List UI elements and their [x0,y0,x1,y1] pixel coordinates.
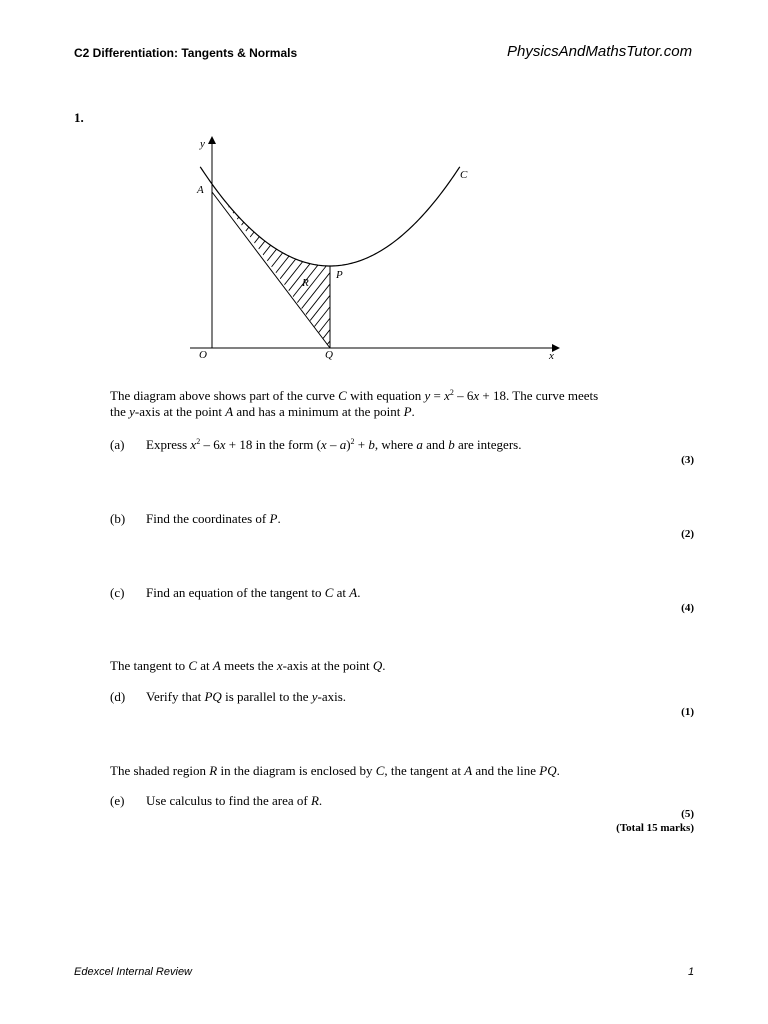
tangent-sentence: The tangent to C at A meets the x-axis at the point Q. [110,658,386,673]
part-e-marks: (5) [681,808,694,820]
part-a-letter: (a) [110,437,125,452]
part-e-text: Use calculus to find the area of R. [146,793,323,808]
part-b-letter: (b) [110,511,126,526]
part-b-text: Find the coordinates of P. [146,511,281,526]
part-a-marks: (3) [681,454,694,466]
curve-diagram [0,0,768,380]
tangent-line [212,192,330,348]
page-number: 1 [688,966,695,978]
question-number: 1. [74,110,84,125]
header-site: PhysicsAndMathsTutor.com [507,43,693,60]
footer-source: Edexcel Internal Review [74,966,193,978]
label-curve-c: C [460,169,468,181]
region-sentence: The shaded region R in the diagram is enclosed by C, the tangent at A and the line PQ. [110,763,560,778]
part-d-letter: (d) [110,689,126,704]
part-c-marks: (4) [681,602,694,614]
label-point-p: P [336,269,343,281]
part-c-letter: (c) [110,585,125,600]
intro-line-2: the y-axis at the point A and has a minimum at the point P. [110,404,415,419]
header-title: C2 Differentiation: Tangents & Normals [74,46,298,60]
part-c-text: Find an equation of the tangent to C at A. [146,585,361,600]
label-x-axis: x [549,350,554,362]
label-point-a: A [197,184,204,196]
intro-line-1: The diagram above shows part of the curve C with equation $y = x^2 - 6x + 18$. The curve meets [110,388,599,403]
label-point-q: Q [325,349,333,361]
part-b-marks: (2) [681,528,694,540]
part-d-text: Verify that PQ is parallel to the y-axis. [146,689,347,704]
label-region-r: R [302,277,309,289]
part-a-text: Express $x^2 - 6x + 18$ in the form (x – a)$^2$ + b, where a and b are integers. [146,437,522,452]
total-marks: (Total 15 marks) [616,822,694,834]
region-hatching [0,170,546,360]
label-origin: O [199,349,207,361]
curve-c [200,167,460,266]
label-y-axis: y [200,138,205,150]
part-d-marks: (1) [681,706,694,718]
part-e-letter: (e) [110,793,125,808]
